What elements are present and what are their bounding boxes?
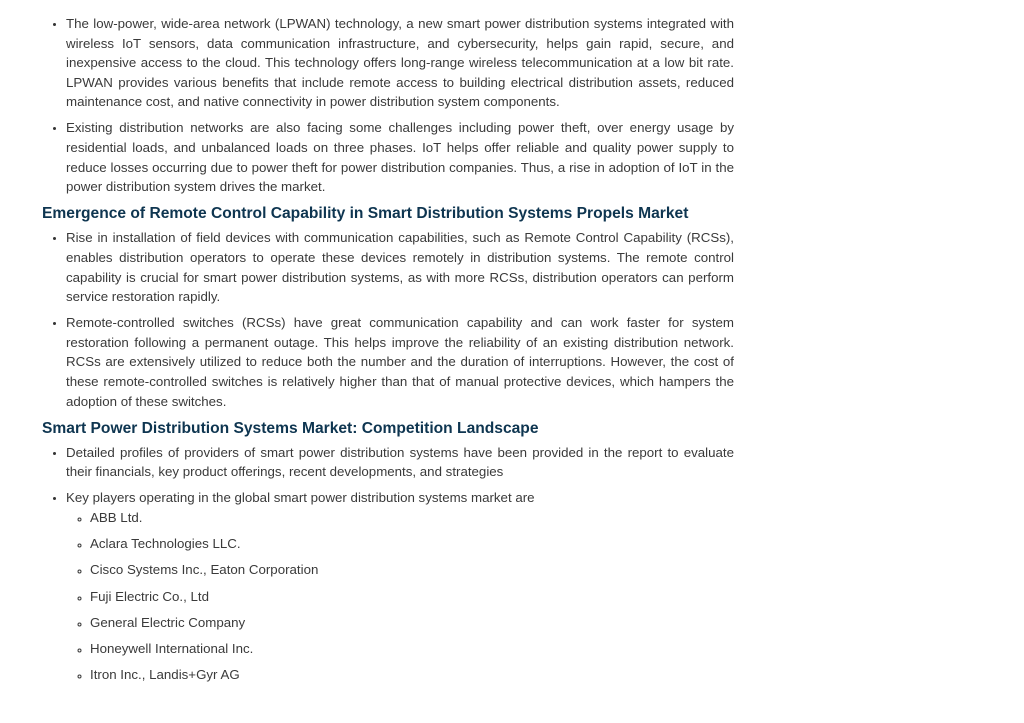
competition-bullet-list xyxy=(42,443,734,685)
document-body xyxy=(42,14,734,691)
player-item: ◦ Itron Inc., Landis+Gyr AG xyxy=(90,665,734,685)
list-item xyxy=(66,488,734,684)
player-item: ◦ General Electric Company xyxy=(90,613,734,633)
player-item: ◦ Cisco Systems Inc., Eaton Corporation xyxy=(90,560,734,580)
section-heading: Smart Power Distribution Systems Market: Competition Landscape xyxy=(42,419,539,437)
section-competition xyxy=(42,418,734,685)
list-item: • The low-power, wide-area network (LPWAN) technology, a new smart power distribution systems integrated with wireless IoT sensors, data communication infrastructure, and cybersecurity, helps gain rapid, secure, and inexpensive access to the cloud. This technology offers long-range wireless telecommunication at a low bit rate. LPWAN provides various benefits that include remote access to building electrical distribution assets, reduced maintenance cost, and native connectivity in power distribution system components. xyxy=(66,14,734,112)
player-item: ◦ Fuji Electric Co., Ltd xyxy=(90,587,734,607)
section-heading: Emergence of Remote Control Capability in Smart Distribution Systems Propels Market xyxy=(42,205,689,223)
list-item: • Rise in installation of field devices with communication capabilities, such as Remote Control Capability (RCSs), enables distribution operators to operate these devices remotely in distribution systems. The remote control capability is crucial for smart power distribution systems, as with more RCSs, distribution operators can perform service restoration rapidly. xyxy=(66,228,734,306)
list-item: • Detailed profiles of providers of smart power distribution systems have been provided in the report to evaluate their financials, key product offerings, recent developments, and strategies xyxy=(66,443,734,482)
player-item: ◦ Aclara Technologies LLC. xyxy=(90,534,734,554)
section-remote-control xyxy=(42,203,734,411)
player-item: ◦ ABB Ltd. xyxy=(90,508,734,528)
key-players-intro: Key players operating in the global smart power distribution systems market are xyxy=(66,490,535,506)
list-item: • Remote-controlled switches (RCSs) have great communication capability and can work faster for system restoration following a permanent outage. This helps improve the reliability of an existing distribution network. RCSs are extensively utilized to reduce both the number and the duration of interruptions. However, the cost of these remote-controlled switches is relatively higher than that of manual protective devices, which hampers the adoption of these switches. xyxy=(66,313,734,411)
intro-bullet-list xyxy=(42,14,734,197)
list-item: • Existing distribution networks are also facing some challenges including power theft, over energy usage by residential loads, and unbalanced loads on three phases. IoT helps offer reliable and quality power supply to reduce losses occurring due to power theft for power distribution companies. Thus, a rise in adoption of IoT in the power distribution system drives the market. xyxy=(66,118,734,196)
key-players-list xyxy=(66,508,734,685)
remote-bullet-list xyxy=(42,228,734,411)
player-item: ◦ Honeywell International Inc. xyxy=(90,639,734,659)
